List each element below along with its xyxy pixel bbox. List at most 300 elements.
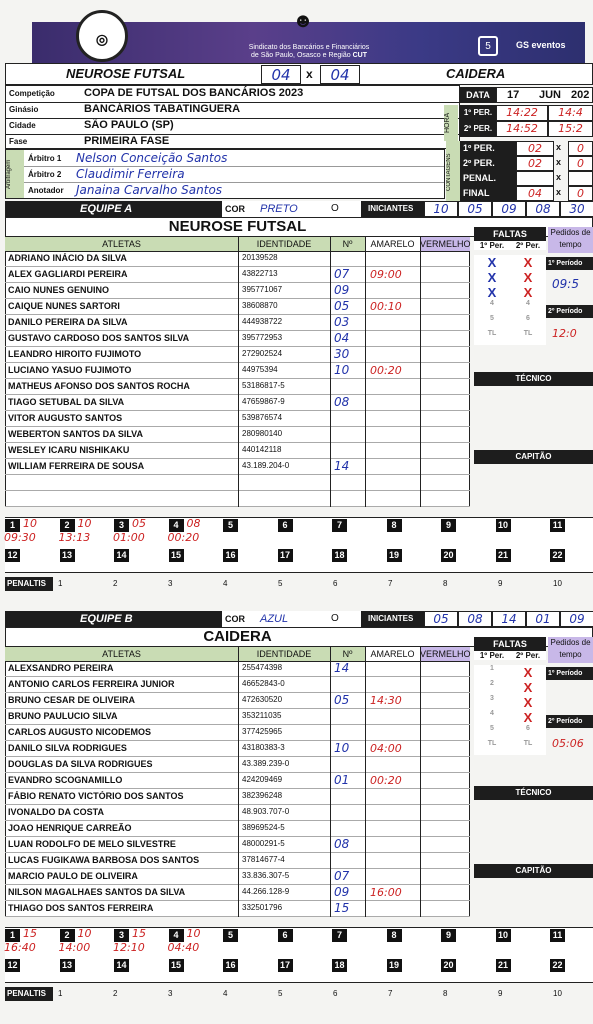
foul-p2: X — [510, 695, 546, 710]
goal-player: 15 — [23, 927, 37, 940]
penalty-number: 4 — [223, 579, 228, 588]
penalty-number: 2 — [113, 579, 118, 588]
foul-p1: TL — [474, 740, 510, 755]
equipe-label: EQUIPE B — [80, 613, 133, 625]
foul-p1: TL — [474, 330, 510, 345]
penalty-number: 8 — [443, 989, 448, 998]
per2-end: 15:2 — [548, 121, 593, 137]
penaltis-label: PENALTIS — [5, 577, 53, 591]
date-year: 202 — [571, 89, 590, 101]
tecnico-signature — [490, 808, 580, 848]
player-id: 43822713 — [242, 269, 278, 278]
penalty-number: 1 — [58, 579, 63, 588]
phase-value: PRIMEIRA FASE — [84, 135, 170, 147]
goal-number: 9 — [441, 519, 456, 532]
iniciante-number: 09 — [560, 611, 593, 627]
competition-value: COPA DE FUTSAL DOS BANCÁRIOS 2023 — [84, 87, 304, 99]
penalty-number: 9 — [498, 989, 503, 998]
score-separator: x — [306, 67, 313, 81]
player-number: 10 — [334, 741, 350, 755]
counts-table — [460, 141, 593, 203]
player-id: 332501796 — [242, 903, 283, 912]
goal-number: 13 — [60, 549, 75, 562]
player-id: 539876574 — [242, 413, 283, 422]
goal-time: 00:20 — [167, 531, 200, 544]
ref2-value: Claudimir Ferreira — [76, 167, 185, 181]
count-x: x — [556, 142, 562, 152]
city-value: SÃO PAULO (SP) — [84, 119, 174, 131]
goal-number: 20 — [441, 959, 456, 972]
goal-number: 4 — [169, 929, 184, 942]
count-label: 1º PER. — [460, 141, 516, 156]
goal-number: 22 — [550, 549, 565, 562]
foul-p2: X — [510, 270, 546, 285]
player-number: 07 — [334, 267, 350, 281]
player-name: IVONALDO DA COSTA — [8, 807, 104, 817]
player-id: 48000291-5 — [242, 839, 285, 848]
count-x: x — [556, 172, 562, 182]
player-id: 33.836.307-5 — [242, 871, 290, 880]
per1-label: 1º PER. — [460, 105, 496, 121]
foul-p2: X — [510, 255, 546, 270]
goal-time: 04:40 — [167, 941, 200, 954]
cor-value: AZUL — [256, 611, 321, 627]
foul-p2: X — [510, 285, 546, 300]
ref1-value: Nelson Conceição Santos — [76, 151, 228, 165]
player-id: 395772953 — [242, 333, 283, 342]
iniciantes-label: INICIANTES — [368, 204, 414, 213]
column-divider — [365, 237, 366, 507]
iniciante-number: 30 — [560, 201, 593, 217]
col-number: Nº — [330, 647, 365, 661]
count-label: FINAL — [460, 186, 516, 201]
col-number: Nº — [330, 237, 365, 251]
goal-time: 13:13 — [58, 531, 91, 544]
player-number: 05 — [334, 299, 350, 313]
cor-circle: O — [321, 201, 361, 217]
scorer-value: Janaina Carvalho Santos — [76, 183, 223, 197]
goal-number: 18 — [332, 549, 347, 562]
iniciante-number: 05 — [458, 201, 492, 217]
player-name: ANTONIO CARLOS FERREIRA JUNIOR — [8, 679, 175, 689]
foul-p1: 5 — [474, 315, 510, 330]
org-tag: CUT — [352, 52, 367, 59]
player-id: 382396248 — [242, 791, 283, 800]
penalty-number: 6 — [333, 579, 338, 588]
foul-p2: X — [510, 680, 546, 695]
player-number: 05 — [334, 693, 350, 707]
iniciante-number: 08 — [526, 201, 560, 217]
player-number: 01 — [334, 773, 350, 787]
goal-time: 14:00 — [58, 941, 91, 954]
goal-number: 5 — [223, 929, 238, 942]
goal-number: 20 — [441, 549, 456, 562]
penaltis-label: PENALTIS — [5, 987, 53, 1001]
goal-player: 10 — [77, 517, 92, 530]
officials-block — [5, 149, 445, 199]
player-name: MATHEUS AFONSO DOS SANTOS ROCHA — [8, 381, 190, 391]
capitao-label: CAPITÃO — [474, 864, 593, 878]
foul-p1: 5 — [474, 725, 510, 740]
divider — [24, 182, 444, 183]
column-divider — [420, 647, 421, 917]
player-name: MARCIO PAULO DE OLIVEIRA — [8, 871, 138, 881]
player-id: 48.903.707-0 — [242, 807, 290, 816]
penalty-number: 2 — [113, 989, 118, 998]
goal-number: 3 — [114, 929, 129, 942]
player-number: 09 — [334, 885, 350, 899]
player-name: ALEX GAGLIARDI PEREIRA — [8, 269, 128, 279]
player-yellow: 00:10 — [370, 300, 402, 313]
player-id: 44975394 — [242, 365, 278, 374]
player-name: JOAO HENRIQUE CARREÃO — [8, 823, 132, 833]
count-a: 02 — [516, 156, 554, 171]
periodo1-label: 1º Período — [546, 257, 593, 270]
capitao-signature — [500, 884, 570, 920]
goal-number: 17 — [278, 959, 293, 972]
player-id: 43.389.239-0 — [242, 759, 290, 768]
col-vermelho: VERMELHO — [420, 239, 471, 249]
periodo2-value: 12:0 — [552, 327, 577, 340]
player-number: 15 — [334, 901, 350, 915]
officials-section-text: Arbitragem — [6, 159, 12, 189]
goal-time: 16:40 — [4, 941, 36, 954]
penalty-number: 10 — [553, 989, 562, 998]
org-line1: Sindicato dos Bancários e Financiários — [248, 44, 370, 51]
periodo1-label: 1º Período — [546, 667, 593, 680]
periodo2-label: 2º Período — [546, 305, 593, 318]
foul-p2: X — [510, 665, 546, 680]
goal-number: 8 — [387, 929, 402, 942]
player-number: 04 — [334, 331, 350, 345]
capitao-label: CAPITÃO — [474, 450, 593, 464]
player-yellow: 00:20 — [370, 774, 402, 787]
scorer-label: Anotador — [28, 186, 64, 195]
hora-label — [444, 105, 458, 141]
goal-number: 14 — [114, 549, 129, 562]
date-box — [496, 87, 593, 103]
count-b: 0 — [568, 186, 593, 201]
player-name: LUCAS FUGIKAWA BARBOSA DOS SANTOS — [8, 855, 200, 865]
goal-number: 22 — [550, 959, 565, 972]
phase-label: Fase — [9, 137, 28, 146]
player-name: FÁBIO RENATO VICTÓRIO DOS SANTOS — [8, 791, 184, 801]
column-divider — [365, 647, 366, 917]
count-b: 0 — [568, 141, 593, 156]
tecnico-signature — [490, 394, 580, 434]
penalty-number: 1 — [58, 989, 63, 998]
player-id: 38969524-5 — [242, 823, 285, 832]
foul-p1: X — [474, 270, 510, 285]
foul-p2: 6 — [510, 725, 546, 740]
goal-number: 5 — [223, 519, 238, 532]
player-name: LEANDRO HIROITO FUJIMOTO — [8, 349, 142, 359]
col-amarelo: AMARELO — [365, 237, 420, 251]
competition-label: Competição — [9, 89, 55, 98]
player-number: 30 — [334, 347, 350, 361]
date-day: 17 — [507, 89, 520, 101]
goal-player: 15 — [132, 927, 146, 940]
player-id: 37814677-4 — [242, 855, 285, 864]
iniciante-number: 08 — [458, 611, 492, 627]
faltas-p1-label: 1º Per. — [474, 651, 510, 660]
player-id: 440142118 — [242, 445, 282, 454]
penalty-number: 7 — [388, 989, 393, 998]
col-amarelo: AMARELO — [365, 647, 420, 661]
periodo2-value: 05:06 — [552, 737, 584, 750]
goal-number: 6 — [278, 519, 293, 532]
foul-p2: TL — [510, 740, 546, 755]
player-id: 47659867-9 — [242, 397, 285, 406]
goal-number: 4 — [169, 519, 184, 532]
penalty-number: 6 — [333, 989, 338, 998]
player-id: 395771067 — [242, 285, 283, 294]
goal-number: 3 — [114, 519, 129, 532]
goal-number: 9 — [441, 929, 456, 942]
goal-number: 1 — [5, 929, 20, 942]
capitao-signature — [500, 470, 570, 506]
goal-number: 10 — [496, 519, 511, 532]
foul-p1: X — [474, 285, 510, 300]
goal-number: 2 — [60, 519, 75, 532]
faltas-header: FALTAS — [474, 227, 546, 241]
foul-p2: 4 — [510, 300, 546, 315]
divider — [6, 118, 459, 119]
penalty-number: 3 — [168, 989, 173, 998]
player-id: 46652843-0 — [242, 679, 285, 688]
goal-number: 19 — [387, 959, 402, 972]
goal-number: 12 — [5, 959, 20, 972]
hora-text: HORA — [444, 112, 451, 134]
player-name: BRUNO PAULUCIO SILVA — [8, 711, 118, 721]
info-block — [5, 85, 460, 149]
penalty-number: 3 — [168, 579, 173, 588]
player-id: 377425965 — [242, 727, 283, 736]
player-name: WEBERTON SANTOS DA SILVA — [8, 429, 144, 439]
officials-section-label — [6, 150, 24, 198]
col-identidade: IDENTIDADE — [238, 647, 330, 661]
player-id: 43.189.204-0 — [242, 461, 290, 470]
penalty-number: 4 — [223, 989, 228, 998]
player-number: 08 — [334, 837, 350, 851]
team-name: CAIDERA — [203, 628, 272, 645]
goal-number: 8 — [387, 519, 402, 532]
foul-p1: 3 — [474, 695, 510, 710]
player-name: LUAN RODOLFO DE MELO SILVESTRE — [8, 839, 176, 849]
player-id: 255474398 — [242, 663, 283, 672]
goal-number: 16 — [223, 959, 238, 972]
count-a: 04 — [516, 186, 554, 201]
column-divider — [238, 237, 239, 507]
count-b: 0 — [568, 156, 593, 171]
goal-time: 01:00 — [113, 531, 145, 544]
cor-label: COR — [222, 201, 256, 217]
player-name: WESLEY ICARU NISHIKAKU — [8, 445, 130, 455]
goal-player: 08 — [186, 517, 201, 530]
foul-p2: TL — [510, 330, 546, 345]
player-id: 272902524 — [242, 349, 283, 358]
match-header — [5, 63, 593, 85]
count-a — [516, 171, 554, 186]
player-number: 03 — [334, 315, 350, 329]
union-logo: ◎ — [76, 10, 128, 62]
count-row — [460, 141, 593, 156]
player-id: 38608870 — [242, 301, 278, 310]
goal-number: 1 — [5, 519, 20, 532]
player-id: 424209469 — [242, 775, 283, 784]
iniciante-number: 01 — [526, 611, 560, 627]
divider — [6, 102, 459, 103]
goal-number: 21 — [496, 549, 511, 562]
player-number: 09 — [334, 283, 350, 297]
player-name: DANILO SILVA RODRIGUES — [8, 743, 127, 753]
faltas-header: FALTAS — [474, 637, 546, 651]
player-id: 20139528 — [242, 253, 278, 262]
pedidos-label: Pedidos de tempo — [548, 637, 593, 663]
goal-number: 2 — [60, 929, 75, 942]
date-month: JUN — [539, 89, 562, 101]
count-label: PENAL. — [460, 171, 516, 186]
player-name: ALEXSANDRO PEREIRA — [8, 663, 114, 673]
count-x: x — [556, 187, 562, 197]
goal-number: 15 — [169, 959, 184, 972]
player-id: 472630520 — [242, 695, 283, 704]
iniciante-number: 09 — [492, 201, 526, 217]
periodo2-label: 2º Período — [546, 715, 593, 728]
foul-p1: 4 — [474, 300, 510, 315]
penalty-number: 5 — [278, 989, 283, 998]
goal-player: 10 — [23, 517, 37, 530]
player-yellow: 14:30 — [370, 694, 402, 707]
score-b: 04 — [320, 65, 360, 84]
iniciante-number: 10 — [424, 201, 458, 217]
counts-section-label — [446, 141, 460, 203]
per1-start: 14:22 — [496, 105, 548, 121]
player-id: 444938722 — [242, 317, 283, 326]
score-a: 04 — [261, 65, 301, 84]
player-name: EVANDRO SCOGNAMILLO — [8, 775, 123, 785]
team-b-title: CAIDERA — [446, 66, 506, 81]
player-name: THIAGO DOS SANTOS FERREIRA — [8, 903, 154, 913]
per1-end: 14:4 — [548, 105, 593, 121]
cor-circle: O — [321, 611, 361, 627]
player-number: 07 — [334, 869, 350, 883]
column-divider — [330, 647, 331, 917]
foul-p1: X — [474, 255, 510, 270]
ref1-label: Árbitro 1 — [28, 154, 62, 163]
foul-p2: X — [510, 710, 546, 725]
goal-number: 7 — [332, 929, 347, 942]
figure-icon: ☻ — [292, 10, 314, 32]
player-yellow: 16:00 — [370, 886, 402, 899]
goal-time: 12:10 — [113, 941, 145, 954]
player-name: TIAGO SETUBAL DA SILVA — [8, 397, 125, 407]
iniciante-number: 14 — [492, 611, 526, 627]
shield-icon: 5 — [478, 36, 498, 56]
goal-number: 7 — [332, 519, 347, 532]
goal-number: 12 — [5, 549, 20, 562]
player-name: LUCIANO YASUO FUJIMOTO — [8, 365, 132, 375]
foul-p1: 2 — [474, 680, 510, 695]
player-name: DANILO PEREIRA DA SILVA — [8, 317, 128, 327]
iniciantes-label: INICIANTES — [368, 614, 414, 623]
faltas-p2-label: 2º Per. — [510, 651, 546, 660]
pedidos-label: Pedidos de tempo — [548, 227, 593, 253]
count-x: x — [556, 157, 562, 167]
city-label: Cidade — [9, 121, 36, 130]
periodo1-value: 09:5 — [552, 277, 579, 291]
team-a-title: NEUROSE FUTSAL — [66, 66, 186, 81]
goal-number: 11 — [550, 929, 565, 942]
gym-label: Ginásio — [9, 105, 39, 114]
penalty-number: 5 — [278, 579, 283, 588]
player-name: CAIO NUNES GENUINO — [8, 285, 110, 295]
per2-start: 14:52 — [496, 121, 548, 137]
divider — [24, 166, 444, 167]
header-banner — [32, 10, 585, 68]
penalty-number: 9 — [498, 579, 503, 588]
goal-player: 10 — [77, 927, 92, 940]
player-yellow: 04:00 — [370, 742, 402, 755]
player-name: CAIQUE NUNES SARTORI — [8, 301, 120, 311]
count-label: 2º PER. — [460, 156, 516, 171]
events-brand: GS eventos — [516, 40, 566, 50]
player-name: VITOR AUGUSTO SANTOS — [8, 413, 123, 423]
player-number: 14 — [334, 459, 350, 473]
date-label: DATA — [460, 87, 496, 103]
col-vermelho: VERMELHO — [420, 649, 471, 659]
count-row — [460, 186, 593, 201]
col-identidade: IDENTIDADE — [238, 237, 330, 251]
player-name: GUSTAVO CARDOSO DOS SANTOS SILVA — [8, 333, 190, 343]
goal-number: 14 — [114, 959, 129, 972]
goal-number: 16 — [223, 549, 238, 562]
player-id: 353211035 — [242, 711, 282, 720]
faltas-p1-label: 1º Per. — [474, 241, 510, 250]
goal-time: 09:30 — [4, 531, 36, 544]
col-atletas: ATLETAS — [5, 647, 238, 661]
goal-number: 21 — [496, 959, 511, 972]
team-name: NEUROSE FUTSAL — [168, 218, 307, 235]
tecnico-label: TÉCNICO — [474, 786, 593, 800]
tecnico-label: TÉCNICO — [474, 372, 593, 386]
col-atletas: ATLETAS — [5, 237, 238, 251]
player-number: 10 — [334, 363, 350, 377]
player-id: 280980140 — [242, 429, 283, 438]
player-name: BRUNO CESAR DE OLIVEIRA — [8, 695, 136, 705]
player-name: DOUGLAS DA SILVA RODRIGUES — [8, 759, 153, 769]
foul-p1: 4 — [474, 710, 510, 725]
penalty-number: 8 — [443, 579, 448, 588]
counts-section-text: CONTAGENS — [446, 153, 452, 191]
cor-label: COR — [222, 611, 256, 627]
org-line2: de São Paulo, Osasco e Região — [251, 52, 351, 59]
goal-number: 19 — [387, 549, 402, 562]
goal-number: 11 — [550, 519, 565, 532]
iniciante-number: 05 — [424, 611, 458, 627]
goal-player: 10 — [186, 927, 201, 940]
count-row — [460, 156, 593, 171]
faltas-p2-label: 2º Per. — [510, 241, 546, 250]
penalty-number: 7 — [388, 579, 393, 588]
goal-number: 6 — [278, 929, 293, 942]
player-id: 53186817-5 — [242, 381, 285, 390]
player-number: 08 — [334, 395, 350, 409]
player-id: 43180383-3 — [242, 743, 285, 752]
goal-number: 18 — [332, 959, 347, 972]
goal-number: 15 — [169, 549, 184, 562]
penalty-number: 10 — [553, 579, 562, 588]
